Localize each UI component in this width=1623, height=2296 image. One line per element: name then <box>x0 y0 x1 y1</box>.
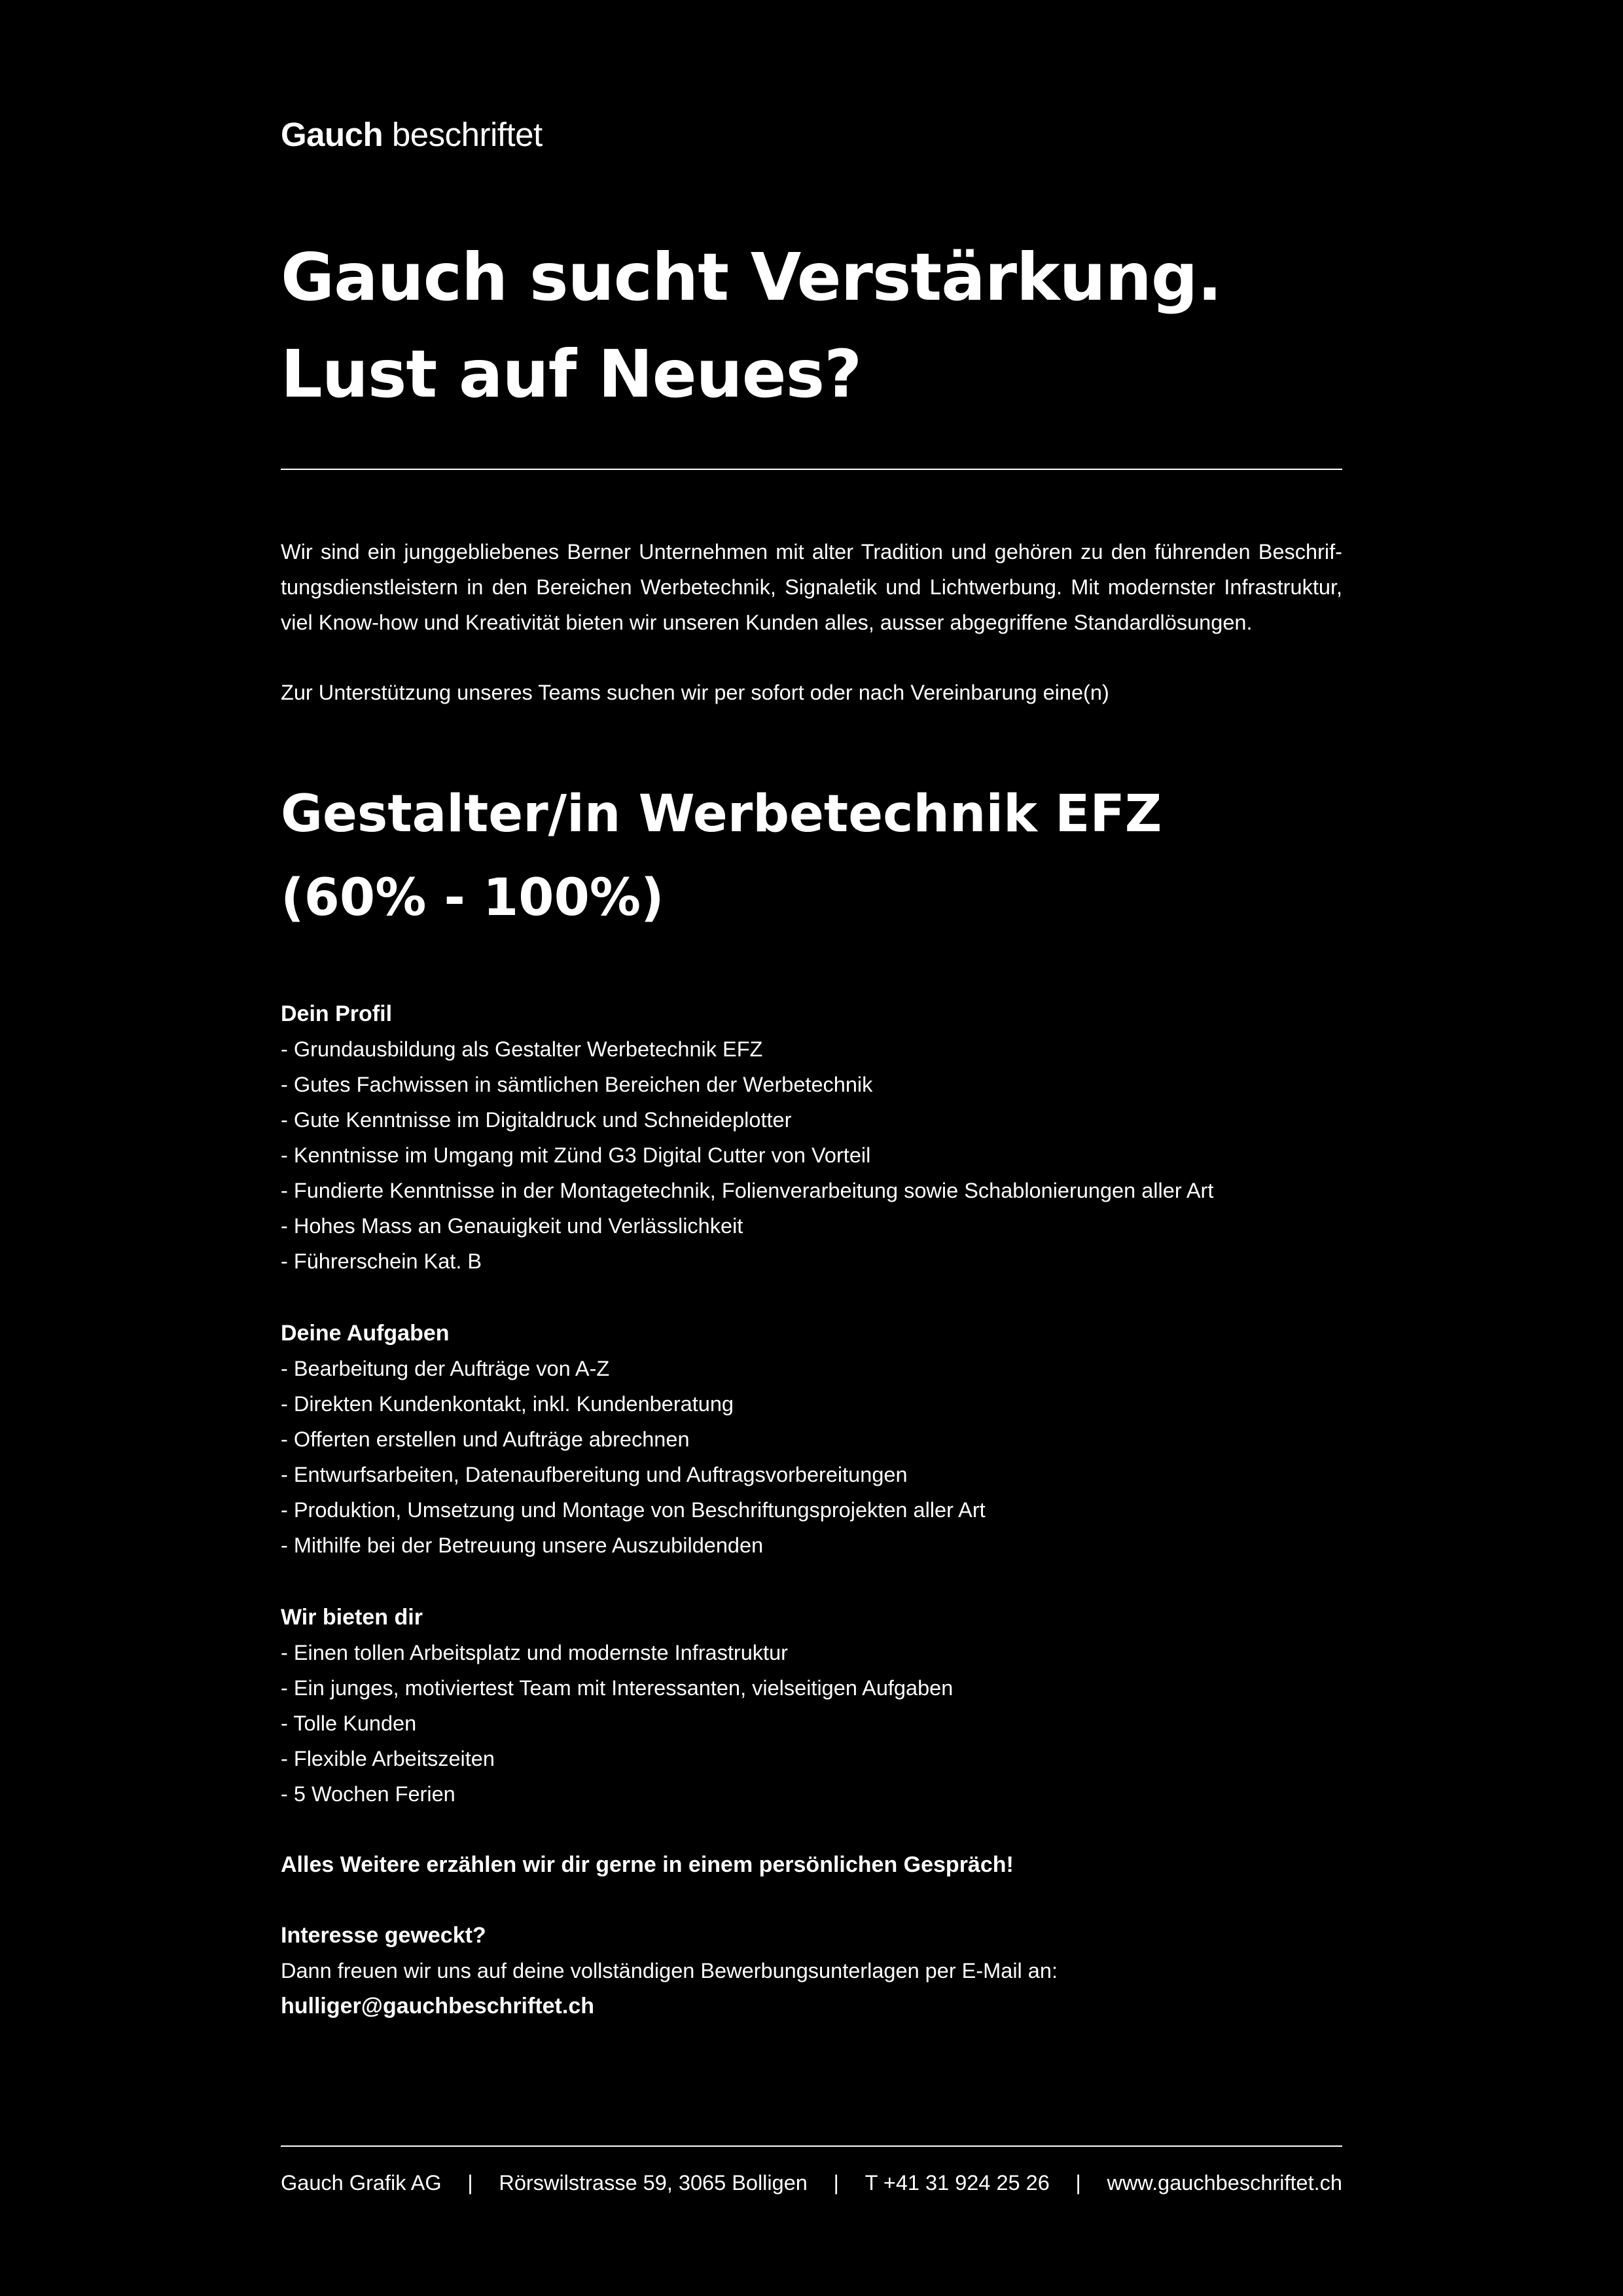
list-item: - Grundausbildung als Gestalter Werbetechnik EFZ <box>281 1037 763 1061</box>
list-item: - Bearbeitung der Aufträge von A-Z <box>281 1357 610 1380</box>
list-item: - Gute Kenntnisse im Digitaldruck und Schneideplotter <box>281 1108 792 1132</box>
footer-phone: T +41 31 924 25 26 <box>865 2171 1050 2195</box>
list-item: - Fundierte Kenntnisse in der Montagetechnik, Folienverarbeitung sowie Schablonierungen aller Art <box>281 1179 1214 1202</box>
contact-text: Dann freuen wir uns auf deine vollständigen Bewerbungsunterlagen per E-Mail an: <box>281 1959 1058 1982</box>
bottom-divider <box>281 2145 1342 2147</box>
company-logo <box>281 115 543 154</box>
list-item: - Führerschein Kat. B <box>281 1249 482 1273</box>
footer-address: Rörswilstrasse 59, 3065 Bolligen <box>499 2171 808 2195</box>
list-item: - Direkten Kundenkontakt, inkl. Kundenberatung <box>281 1392 734 1416</box>
list-item: - Offerten erstellen und Aufträge abrechnen <box>281 1427 690 1451</box>
job-title <box>281 772 1162 940</box>
offer-list <box>281 1635 1342 1812</box>
offer-section <box>281 1600 1342 1812</box>
job-posting-page <box>281 0 1342 2296</box>
closing-statement: Alles Weitere erzählen wir dir gerne in einem persönlichen Gespräch! <box>281 1852 1014 1877</box>
list-item: - Produktion, Umsetzung und Montage von Beschriftungsprojekten aller Art <box>281 1498 986 1522</box>
list-item: - Ein junges, motiviertest Team mit Interessanten, vielseitigen Aufgaben <box>281 1676 954 1700</box>
logo-word: beschriftet <box>391 116 543 153</box>
tasks-section <box>281 1316 1342 1563</box>
headline-line-1: Gauch sucht Verstärkung. <box>281 239 1222 315</box>
job-title-name: Gestalter/in Werbetechnik EFZ <box>281 785 1162 844</box>
contact-block <box>281 1918 1058 2024</box>
page-headline <box>281 229 1221 423</box>
list-item: - Mithilfe bei der Betreuung unsere Auszubildenden <box>281 1534 764 1557</box>
logo-brand: Gauch <box>281 116 383 153</box>
headline-line-2: Lust auf Neues? <box>281 336 862 412</box>
tasks-heading: Deine Aufgaben <box>281 1321 450 1346</box>
footer-separator: | <box>1075 2171 1081 2195</box>
footer-company: Gauch Grafik AG <box>281 2171 442 2195</box>
list-item: - Einen tollen Arbeitsplatz und modernste Infrastruktur <box>281 1641 788 1664</box>
profile-heading: Dein Profil <box>281 1001 393 1026</box>
footer-separator: | <box>467 2171 473 2195</box>
footer <box>281 2165 1342 2200</box>
contact-email-link[interactable]: hulliger@gauchbeschriftet.ch <box>281 1994 595 2018</box>
list-item: - Entwurfsarbeiten, Datenaufbereitung und Auftragsvorbereitungen <box>281 1463 908 1486</box>
tasks-list <box>281 1351 1342 1563</box>
footer-website[interactable]: www.gauchbeschriftet.ch <box>1107 2171 1342 2195</box>
list-item: - Gutes Fachwissen in sämtlichen Bereichen der Werbetechnik <box>281 1073 873 1096</box>
offer-heading: Wir bieten dir <box>281 1605 423 1630</box>
intro-paragraph: Wir sind ein junggebliebenes Berner Unternehmen mit alter Tradition und gehören zu den führenden Beschriftungsdienstleistern in den Bereichen Werbetechnik, Signaletik und Lichtwerbung. Mit modernster Infrastruktur, viel Know-how und Kreativität bieten wir unseren Kunden alles, ausser abgegriffene Standardlösungen. <box>281 540 1342 634</box>
footer-separator: | <box>833 2171 839 2195</box>
top-divider <box>281 469 1342 470</box>
profile-list <box>281 1031 1342 1279</box>
search-statement: Zur Unterstützung unseres Teams suchen wir per sofort oder nach Vereinbarung eine(n) <box>281 681 1109 704</box>
list-item: - Kenntnisse im Umgang mit Zünd G3 Digital Cutter von Vorteil <box>281 1143 871 1167</box>
profile-section <box>281 996 1342 1279</box>
list-item: - Flexible Arbeitszeiten <box>281 1747 495 1770</box>
list-item: - Hohes Mass an Genauigkeit und Verlässlichkeit <box>281 1214 743 1238</box>
job-workload: (60% - 100%) <box>281 869 664 927</box>
list-item: - 5 Wochen Ferien <box>281 1782 455 1806</box>
list-item: - Tolle Kunden <box>281 1712 417 1735</box>
contact-heading: Interesse geweckt? <box>281 1923 486 1948</box>
